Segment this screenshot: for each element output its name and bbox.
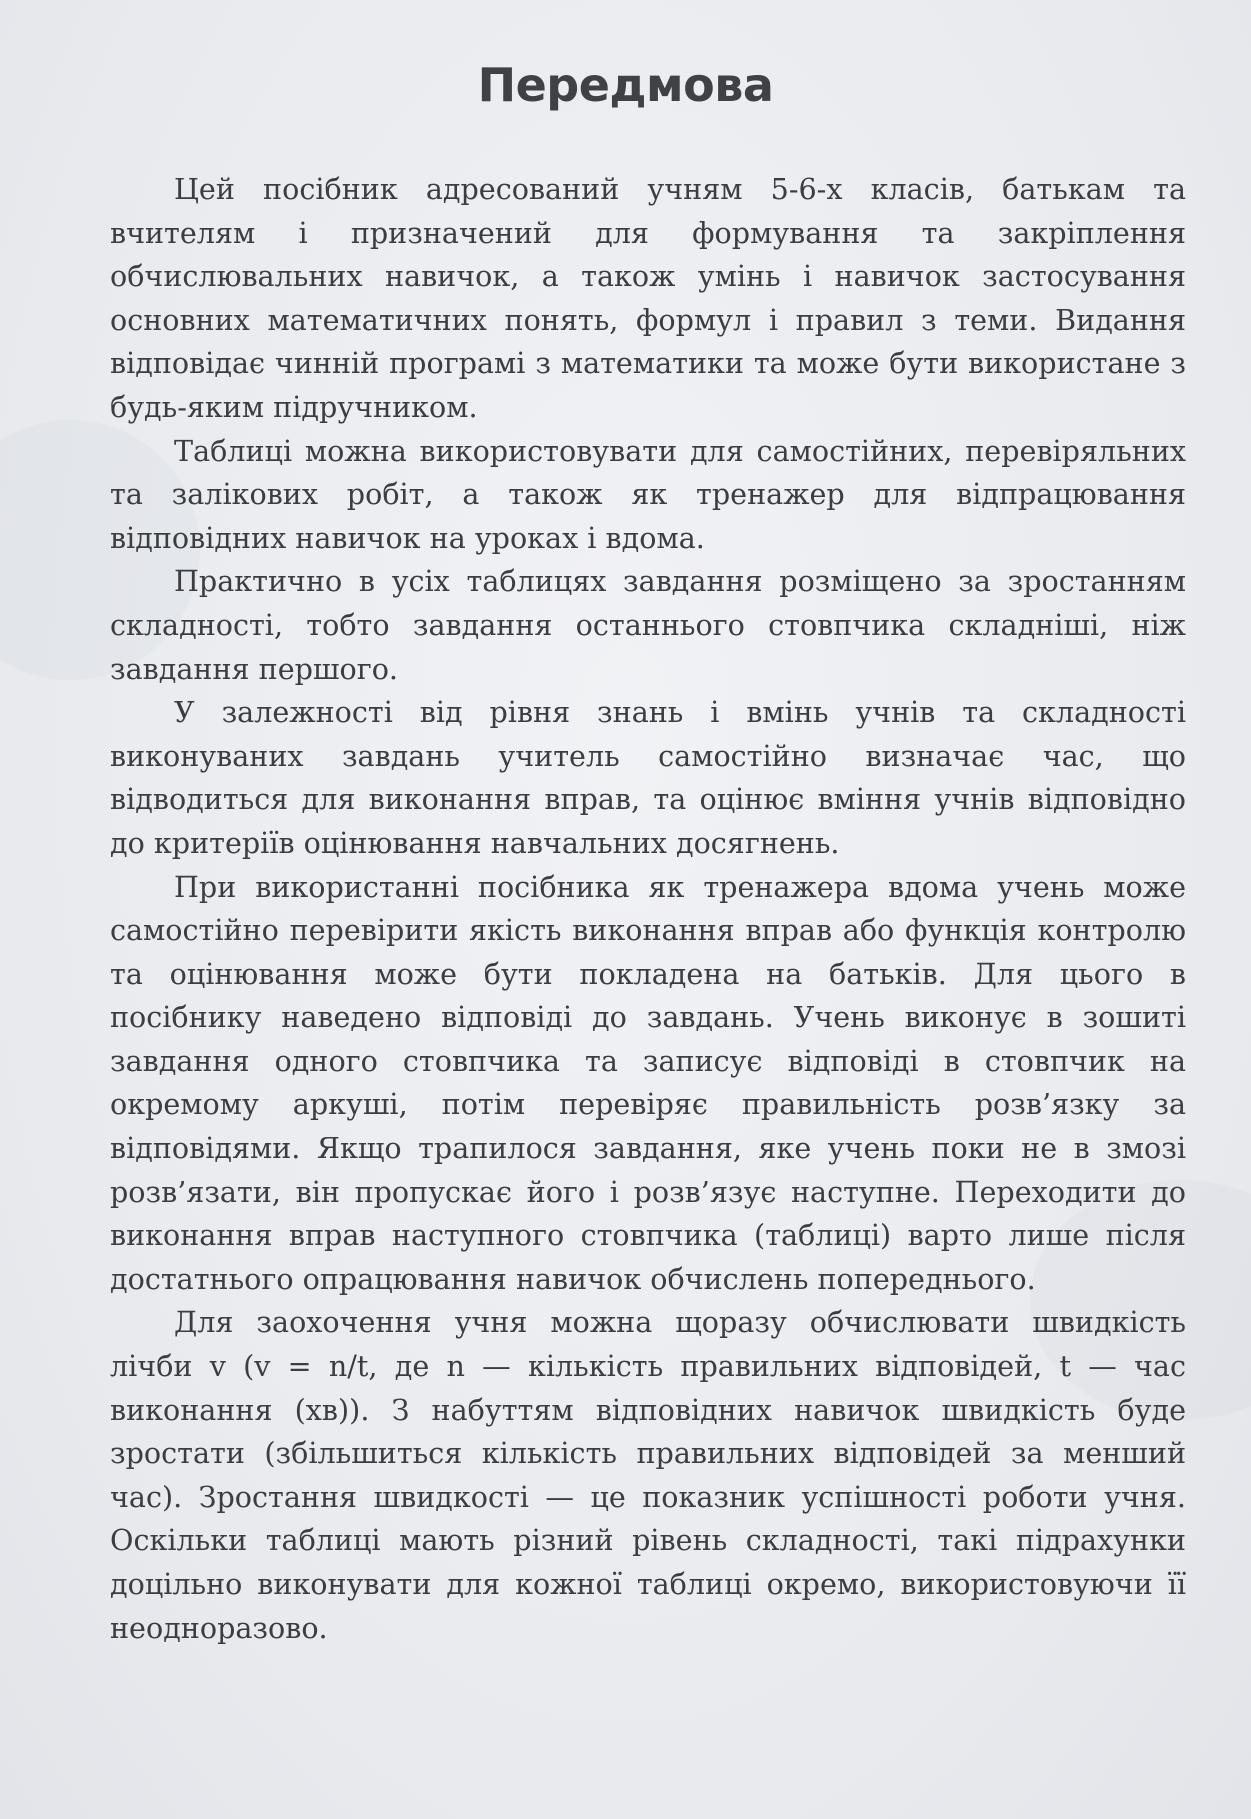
paragraph: У залежності від рівня знань і вмінь учнів та складності виконуваних завдань учитель самостійно визначає час, що відводиться для виконання вправ, та оцінює вміння учнів відповідно до критеріїв оцінювання навчальних досягнень. (110, 695, 1186, 860)
preface-body (110, 168, 1186, 1650)
paragraph: Для заохочення учня можна щоразу обчислювати швидкість лічби v (v = n/t, де n — кількість правильних відповідей, t — час виконання (хв)). З набуттям відповідних навичок швидкість буде зростати (збільшиться кількість правильних відповідей за менший час). Зростання швидкості — це показник успішності роботи учня. Оскільки таблиці мають різний рівень складності, такі підрахунки доцільно виконувати для кожної таблиці окремо, використовуючи її неодноразово. (110, 1305, 1186, 1645)
paragraph: Практично в усіх таблицях завдання розміщено за зростанням складності, тобто завдання останнього стовпчика складніші, ніж завдання першого. (110, 564, 1186, 686)
page-title: Передмова (477, 58, 774, 112)
paragraph: Цей посібник адресований учням 5-6-х класів, батькам та вчителям і призначений для формування та закріплення обчислювальних навичок, а також умінь і навичок застосування основних математичних понять, формул і правил з теми. Видання відповідає чинній програмі з математики та може бути використане з будь-яким підручником. (110, 172, 1186, 424)
paragraph: При використанні посібника як тренажера вдома учень може самостійно перевірити якість виконання вправ або функція контролю та оцінювання може бути покладена на батьків. Для цього в посібнику наведено відповіді до завдань. Учень виконує в зошиті завдання одного стовпчика та записує відповіді в стовпчик на окремому аркуші, потім перевіряє правильність розв’язку за відповідями. Якщо трапилося завдання, яке учень поки не в змозі розв’язати, він пропускає його і розв’язує наступне. Переходити до виконання вправ наступного стовпчика (таблиці) варто лише після достатнього опрацювання навичок обчислень попереднього. (110, 869, 1186, 1296)
paragraph: Таблиці можна використовувати для самостійних, перевіряльних та залікових робіт, а також як тренажер для відпрацювання відповідних навичок на уроках і вдома. (110, 433, 1186, 555)
